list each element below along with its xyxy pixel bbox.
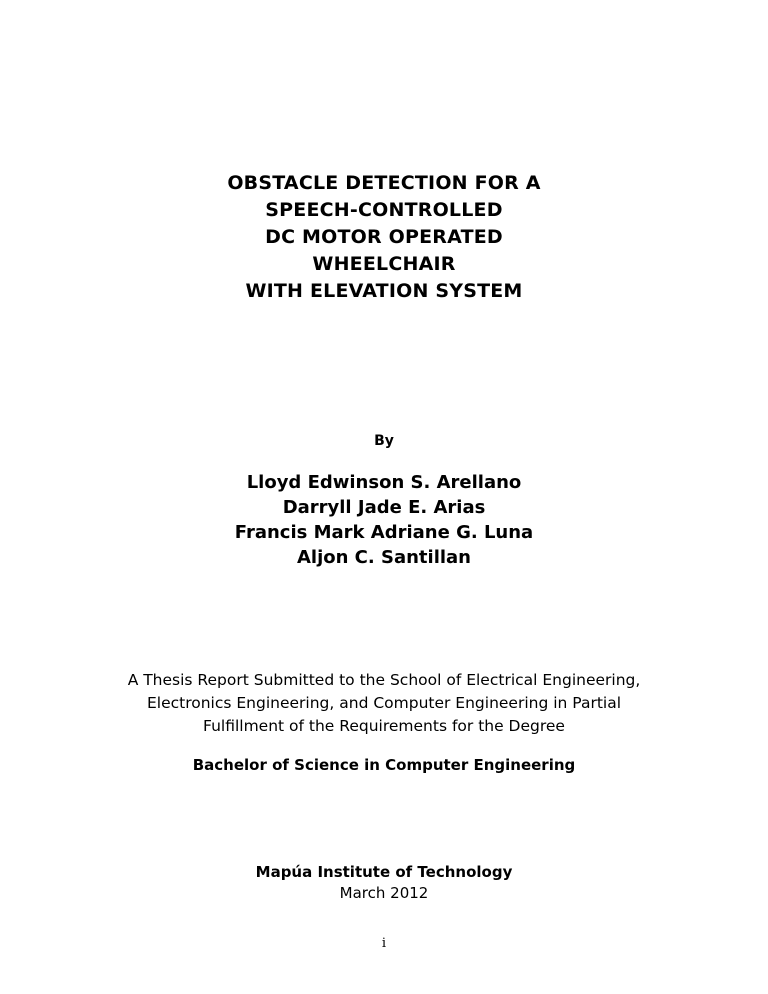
institution-section (0, 862, 768, 904)
author-name: Darryll Jade E. Arias (282, 497, 486, 518)
institution-name: Mapúa Institute of Technology (255, 863, 513, 881)
title-line: WITH ELEVATION SYSTEM (245, 280, 523, 302)
submission-line: Electronics Engineering, and Computer Engineering in Partial (146, 694, 622, 712)
author-name: Lloyd Edwinson S. Arellano (246, 472, 522, 493)
by-section (0, 430, 768, 450)
thesis-title (0, 170, 768, 305)
submission-line: Fulfillment of the Requirements for the Degree (203, 717, 565, 735)
author-name: Aljon C. Santillan (296, 547, 472, 568)
submission-date: March 2012 (339, 884, 429, 902)
submission-statement (0, 669, 768, 738)
page-footer (0, 932, 768, 952)
title-line: OBSTACLE DETECTION FOR A (227, 172, 541, 194)
title-line: WHEELCHAIR (312, 253, 456, 275)
degree-section (0, 755, 768, 775)
title-line: DC MOTOR OPERATED (265, 226, 503, 248)
author-list (0, 470, 768, 570)
degree-name: Bachelor of Science in Computer Engineering (192, 756, 576, 774)
title-line: SPEECH-CONTROLLED (265, 199, 503, 221)
author-name: Francis Mark Adriane G. Luna (234, 522, 534, 543)
submission-line: A Thesis Report Submitted to the School of Electrical Engineering, (127, 671, 641, 689)
by-label: By (374, 433, 394, 449)
page-number: i (381, 936, 387, 951)
